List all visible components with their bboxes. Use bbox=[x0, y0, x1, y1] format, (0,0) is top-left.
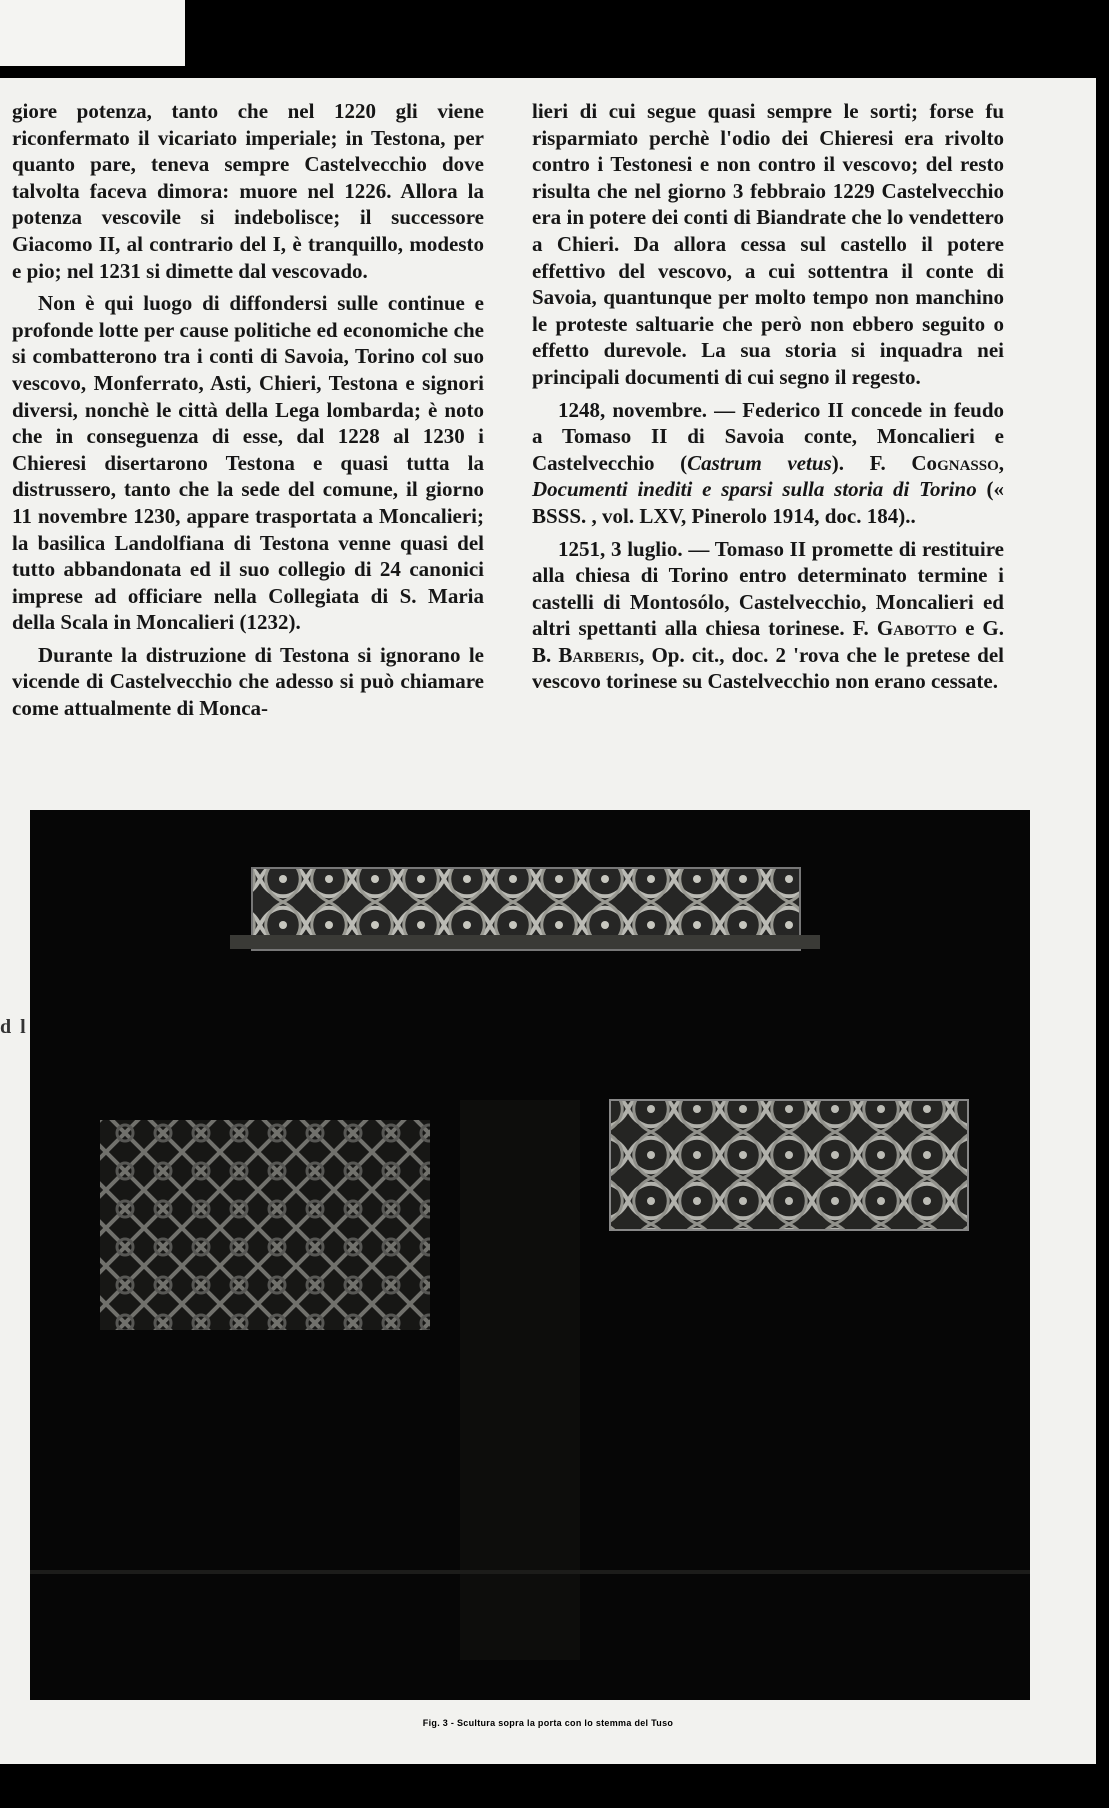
right-text-column bbox=[532, 98, 1004, 695]
regesto-entry-1251 bbox=[532, 536, 1004, 696]
left-text-column bbox=[12, 98, 484, 722]
page-sheet bbox=[0, 78, 1096, 1808]
margin-mark: d l bbox=[0, 1016, 28, 1038]
entry-1248-title: Documenti inediti e sparsi sulla storia di Torino bbox=[532, 477, 977, 502]
entry-1251-text-e: , Op. cit., doc. 2 'rova che le pretese del vescovo torinese su Castelvecchio non erano cessate. bbox=[532, 642, 1004, 694]
page-number: 31 bbox=[987, 1794, 1001, 1808]
entry-1251-author-1: Gabotto bbox=[876, 616, 958, 641]
page-corner-tab bbox=[0, 0, 185, 66]
entry-1251-author-2: Barberis bbox=[558, 642, 640, 667]
entry-1248-text-a: 1248, novembre. — Federico II concede in feudo a Tomaso II di Savoia conte, Moncalieri e Castelvecchio ( bbox=[532, 397, 1004, 475]
entry-1248-text-c: ). F. Co bbox=[831, 450, 938, 475]
entry-1248-author: gnasso bbox=[937, 450, 999, 475]
entry-1251-text-a: 1251, 3 luglio. — Tomaso II promette di restituire alla chiesa di Torino entro determinato termine i castelli di Montosólo, Castelvecchio, Moncalieri ed altri spettanti alla chiesa torinese. F. bbox=[532, 536, 1004, 641]
left-paragraph-3: Durante la distruzione di Testona si ignorano le vicende di Castelvecchio che adesso si può chiamare come attualmente di Monca- bbox=[12, 642, 484, 721]
entry-1248-text-g: (« BSSS. , vol. LXV, Pinerolo 1914, doc. 184).. bbox=[532, 477, 1004, 528]
entry-1248-text-e: , bbox=[998, 450, 1004, 475]
right-paragraph-1: lieri di cui segue quasi sempre le sorti; forse fu risparmiato perchè l'odio dei Chieresi era rivolto contro i Testonesi e non contro il vescovo; del resto risulta che nel giorno 3 febbraio 1229 Castelvecchio era in potere dei conti di Biandrate che lo vendettero a Chieri. Da allora cessa sul castello il potere effettivo del vescovo, a cui sottentra il conte di Savoia, quantunque per molto tempo non manchino le proteste saltuarie che però non ebbero seguito o effetto durevole. La sua storia si inquadra nei principali documenti di cui segno il regesto. bbox=[532, 99, 1004, 389]
sculpture-photo-drawing bbox=[30, 810, 1030, 1700]
left-paragraph-2: Non è qui luogo di diffondersi sulle continue e profonde lotte per cause politiche ed economiche che si combatterono tra i conti di Savoia, Torino col suo vescovo, Monferrato, Asti, Chieri, Testona e signori diversi, nonchè le città della Lega lombarda; è noto che in conseguenza di esse, dal 1228 al 1230 i Chieresi disertarono Testona e quasi tutta la distrussero, tanto che la sede del comune, il giorno 11 novembre 1230, appare trasportata a Moncalieri; la basilica Landolfiana di Testona venne quasi del tutto abbandonata ed il suo collegio di 24 canonici imprese ad officiare nella Collegiata di S. Maria della Scala in Moncalieri (1232). bbox=[12, 291, 484, 635]
sculpture-photo bbox=[30, 810, 1030, 1700]
entry-1251-text-c: e G. B. bbox=[532, 616, 1005, 667]
entry-1248-castrum-vetus: Castrum vetus bbox=[687, 450, 832, 475]
figure-caption: Fig. 3 - Scultura sopra la porta con lo stemma del Tuso bbox=[422, 1718, 674, 1728]
left-paragraph-1: giore potenza, tanto che nel 1220 gli viene riconfermato il vicariato imperiale; in Testona, per quanto pare, teneva sempre Castelvecchio dove talvolta faceva dimora: muore nel 1226. Allora la potenza vescovile si indebolisce; il successore Giacomo II, al contrario del I, è tranquillo, modesto e pio; nel 1231 si dimette dal vescovado. bbox=[12, 99, 484, 283]
regesto-entry-1248 bbox=[532, 397, 1004, 530]
